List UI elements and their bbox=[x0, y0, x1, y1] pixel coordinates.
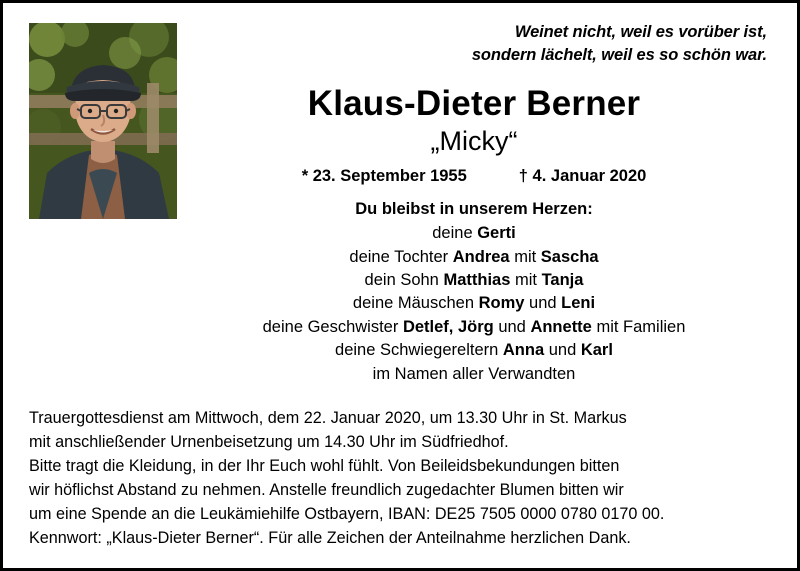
notice-row: Bitte tragt die Kleidung, in der Ihr Euch wohl fühlt. Von Beileidsbekundungen bitten bbox=[29, 456, 620, 475]
family-line-name-1: Andrea bbox=[452, 247, 510, 266]
notice-row: Kennwort: „Klaus-Dieter Berner“. Für alle Zeichen der Anteilnahme herzlichen Dank. bbox=[29, 528, 631, 547]
birth-date: * 23. September 1955 bbox=[301, 166, 467, 185]
family-line-pre: deine Geschwister bbox=[262, 317, 403, 336]
family-line-name-1: Gerti bbox=[477, 224, 516, 243]
family-line-name-2: Sascha bbox=[540, 247, 599, 266]
family-line bbox=[177, 269, 771, 292]
family-line-pre: im Namen aller Verwandten bbox=[372, 364, 576, 383]
family-line-name-1: Romy bbox=[478, 294, 525, 313]
obituary-inner bbox=[3, 3, 797, 568]
family-line-mid: und bbox=[524, 294, 562, 313]
family-line-name-1: Matthias bbox=[443, 270, 511, 289]
portrait-illustration bbox=[29, 23, 177, 219]
epitaph-line-1: Weinet nicht, weil es vorüber ist, bbox=[514, 23, 767, 41]
family-line-mid: mit bbox=[510, 270, 542, 289]
family-line bbox=[177, 292, 771, 315]
family-line bbox=[177, 363, 771, 386]
family-line-name-1: Detlef, Jörg bbox=[402, 317, 494, 336]
deceased-nickname: „Micky“ bbox=[430, 126, 518, 157]
family-line-pre: deine Tochter bbox=[349, 247, 453, 266]
life-dates bbox=[177, 167, 771, 186]
notice-row: um eine Spende an die Leukämiehilfe Ostbayern, IBAN: DE25 7505 0000 0780 0170 00. bbox=[29, 504, 665, 523]
family-lead: Du bleibst in unserem Herzen: bbox=[355, 199, 593, 218]
family-line bbox=[177, 339, 771, 362]
portrait-photo bbox=[29, 23, 177, 219]
notice-row: Trauergottesdienst am Mittwoch, dem 22. Januar 2020, um 13.30 Uhr in St. Markus bbox=[29, 409, 627, 427]
family-line-mid: mit bbox=[509, 247, 541, 266]
family-line-name-2: Karl bbox=[580, 341, 613, 360]
family-line-name-2: Annette bbox=[530, 317, 592, 336]
epitaph-line-2: sondern lächelt, weil es so schön war. bbox=[471, 45, 767, 64]
family-line bbox=[177, 222, 771, 245]
family-line-mid: und bbox=[544, 341, 581, 360]
deceased-name: Klaus-Dieter Berner bbox=[307, 83, 641, 123]
family-block bbox=[29, 198, 771, 386]
family-line-pre: deine Schwiegereltern bbox=[335, 341, 503, 360]
notice-row: wir höflichst Abstand zu nehmen. Anstelle freundlich zugedachter Blumen bitten wir bbox=[29, 480, 624, 499]
family-line-mid: und bbox=[493, 317, 531, 336]
family-line-name-2: Tanja bbox=[541, 270, 584, 289]
death-date: † 4. Januar 2020 bbox=[518, 166, 647, 185]
family-line-post: mit Familien bbox=[591, 317, 686, 336]
family-line-name-2: Leni bbox=[561, 294, 596, 313]
family-line bbox=[177, 246, 771, 269]
notice-row: mit anschließender Urnenbeisetzung um 14.30 Uhr im Südfriedhof. bbox=[29, 432, 509, 451]
family-line-name-1: Anna bbox=[502, 341, 545, 360]
family-line-pre: deine Mäuschen bbox=[352, 294, 479, 313]
funeral-notice bbox=[29, 407, 775, 551]
family-line bbox=[177, 316, 771, 339]
family-line-pre: dein Sohn bbox=[364, 270, 444, 289]
family-line-pre: deine bbox=[432, 224, 478, 243]
